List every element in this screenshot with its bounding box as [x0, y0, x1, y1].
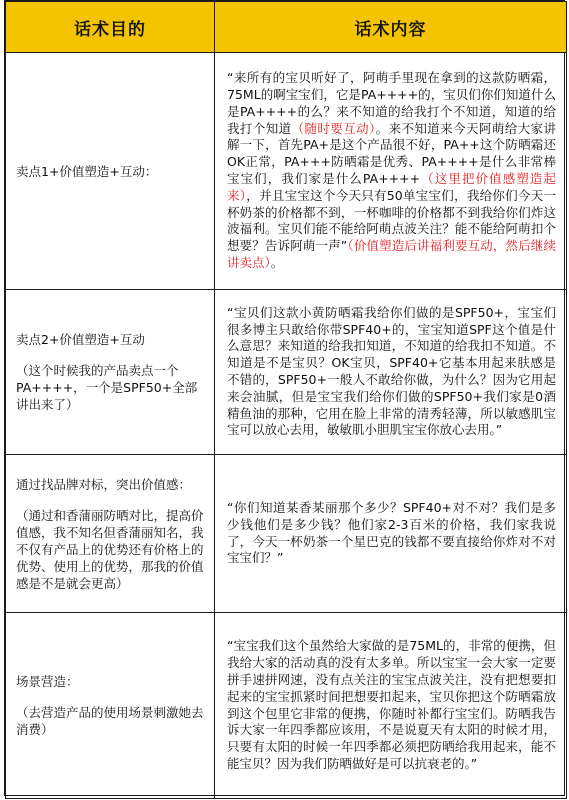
content-cell [215, 455, 567, 613]
purpose-text: 场景营造： [16, 674, 79, 689]
table-row [6, 53, 567, 290]
purpose-cell [6, 290, 215, 455]
content-text: “你们知道某香某丽那个多少？SPF40+对不对？我们是多少钱他们是多少钱？他们家2-3百米的价格，我们家我说了，今天一杯奶茶一个星巴克的钱都不要直接给你炸对不对宝宝们？” [227, 499, 556, 566]
content-text: 。来不知道来今天阿萌给大家讲解一下，首先PA+是这个产品很不好，PA++这个防晒霜还OK正常，PA+++防晒霜是优秀、PA++++是什么非常棒宝宝们，我们家是什么PA++++ [227, 120, 556, 186]
content-text: “宝贝们这款小黄防晒霜我给你们做的是SPF50+，宝宝们很多博主只敢给你带SPF40+的，宝宝知道SPF这个值是什么意思？来知道的给我扣知道，不知道的给我扣不知道。不知道是不是宝贝？OK宝贝，SPF40+它基本用起来肤感是不错的，SPF50+一般人不敢给你做，为什么？因为它用起来会油腻，但是宝宝我们给你们做的SPF50+我们家是0酒精鱼油的那种，它用在脸上非常的清秀轻薄，所以敏感肌宝宝可以放心去用，敏敏肌小胆肌宝宝你放心去用。” [227, 304, 556, 438]
content-text: “来所有的宝贝听好了，阿萌手里现在拿到的这款防晒霜，75ML的啊宝宝们，它是PA++++的，宝贝们你们知道什么是PA++++的么？来不知道的给我打个不知道，知道的给我打个知道 [227, 70, 556, 136]
interaction-cue: （这里把价值感塑造起来） [227, 171, 556, 203]
purpose-note: （去营造产品的使用场景刺激她去消费） [16, 705, 204, 737]
interaction-cue: （随时要互动） [291, 120, 376, 136]
purpose-note: （通过和香蒲丽防晒对比，提高价值感，我不知名但香蒲丽知名，我不仅有产品上的优势还有价格上的优势、使用上的优势，那我的价值感是不是就会更高） [16, 507, 204, 591]
purpose-cell [6, 613, 215, 799]
header-row [6, 2, 567, 53]
content-cell [215, 290, 567, 455]
content-cell [215, 613, 567, 799]
header-purpose: 话术目的 [6, 2, 215, 53]
purpose-text: 卖点2+价值塑造+互动 [16, 332, 145, 347]
content-cell [215, 53, 567, 290]
header-content: 话术内容 [215, 2, 567, 53]
purpose-text: 通过找品牌对标，突出价值感： [16, 476, 192, 492]
purpose-cell [6, 455, 215, 613]
script-table [4, 0, 565, 796]
table-row [6, 613, 567, 799]
table-row [6, 455, 567, 613]
table-row [6, 290, 567, 455]
purpose-text: 卖点1+价值塑造+互动： [16, 163, 158, 179]
content-text: 。 [270, 254, 284, 270]
content-text: ，并且宝宝这个今天只有50单宝宝们，我给你们今天一杯奶茶的价格都不到，一杯咖啡的价格都不到我给你们炸这波福利。宝贝们能不能给阿萌点波关注？能不能给阿萌扣个想要？告诉阿萌一声” [227, 187, 556, 254]
purpose-note: （这个时候我的产品卖点一个PA++++，一个是SPF50+全部讲出来了） [16, 363, 198, 412]
script-grid [5, 1, 567, 799]
content-text: “宝宝我们这个虽然给大家做的是75ML的，非常的便携，但我给大家的活动真的没有太多单。所以宝宝一会大家一定要拼手速拼网速，没有点关注的宝宝点波关注，没有把想要扣起来的宝宝抓紧时间把想要扣起来，宝贝你把这个防晒霜放到这个包里它非常的便携，你随时补都行宝宝们。防晒我告诉大家一年四季都应该用，不是说夏天有太阳的时候才用，只要有太阳的时候一年四季都必须把防晒给我用起来，能不能宝贝？因为我们防晒做好是可以抗衰老的。” [227, 638, 556, 771]
purpose-cell [6, 53, 215, 290]
interaction-cue: （价值塑造后讲福利要互动，然后继续讲卖点） [227, 238, 556, 270]
